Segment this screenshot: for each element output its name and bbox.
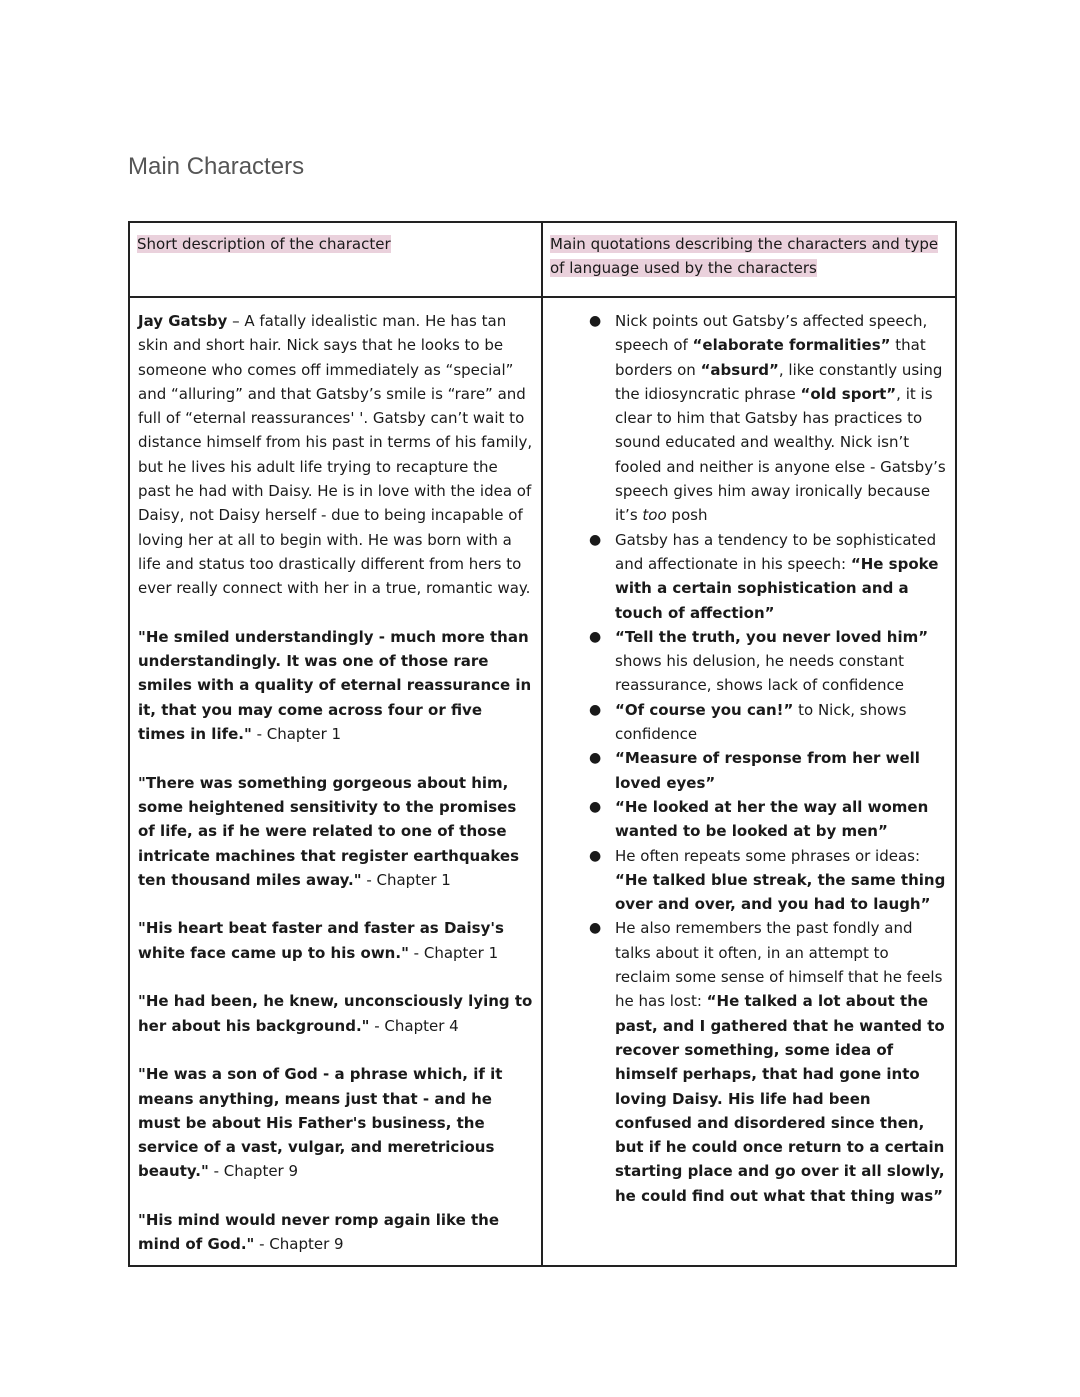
bullet-quote: “old sport” xyxy=(800,384,897,403)
bullet-quote: “He talked blue streak, the same thing over and over, and you had to laugh” xyxy=(615,870,946,914)
bullet-icon: ● xyxy=(589,628,602,645)
list-item xyxy=(551,916,947,1208)
header-cell-quotations xyxy=(542,222,956,297)
bullet-text: to Nick, shows confidence xyxy=(615,700,907,744)
quote-paragraph xyxy=(138,625,533,746)
bullet-quote: “He talked a lot about the past, and I gathered that he wanted to recover something, some idea of himself perhaps, that had gone into loving Daisy. His life had been confused and disordered since then, but if he could once return to a certain starting place and go over it all slowly, he could find out what that thing was” xyxy=(615,992,945,1205)
bullet-text: He also remembers the past fondly and talks about it often, in an attempt to reclaim some sense of himself that he feels he has lost: xyxy=(615,919,943,1011)
header-quotations-label: Main quotations describing the characters and type of language used by the characters xyxy=(550,235,939,278)
quote-text: "He was a son of God - a phrase which, if it means anything, means just that - and he must be about His Father's business, the service of a vast, vulgar, and meretricious beauty." xyxy=(138,1065,503,1181)
bullet-text: that borders on xyxy=(615,336,926,379)
quote-paragraph xyxy=(138,989,533,1038)
quote-chapter: - Chapter 1 xyxy=(251,725,342,744)
bullet-quote: “Of course you can!” xyxy=(615,700,794,719)
header-description-label: Short description of the character xyxy=(137,235,391,253)
quote-chapter: - Chapter 9 xyxy=(208,1162,299,1181)
bullet-quote: “Measure of response from her well loved eyes” xyxy=(615,749,920,792)
quote-text: "His heart beat faster and faster as Daisy's white face came up to his own." xyxy=(138,919,504,962)
quote-chapter: - Chapter 1 xyxy=(408,943,499,962)
quote-text: "He had been, he knew, unconsciously lying to her about his background." xyxy=(138,992,533,1035)
bullet-text: , like constantly using the idiosyncratic phrase xyxy=(615,360,943,403)
page-title: Main Characters xyxy=(128,153,305,180)
quotations-cell xyxy=(542,297,956,1266)
name-dash: – xyxy=(227,312,245,330)
description-cell xyxy=(129,297,542,1266)
description-text: A fatally idealistic man. He has tan skin and short hair. Nick says that he looks to be someone who comes off immediately as “special” and “alluring” and that Gatsby’s smile is “rare” and full of “eternal reassurances' '. Gatsby can’t wait to distance himself from his past in terms of his family, but he lives his adult life trying to recapture the past he had with Daisy. He is in love with the idea of Daisy, not Daisy herself - due to being incapable of loving her at all to begin with. He was born with a life and status too drastically different from hers to ever really connect with her in a true, romantic way. xyxy=(138,312,533,598)
header-cell-description xyxy=(129,222,542,297)
bullet-icon: ● xyxy=(589,847,602,864)
bullet-icon: ● xyxy=(589,531,602,548)
list-item xyxy=(551,309,947,528)
list-item xyxy=(551,844,947,917)
bullet-icon: ● xyxy=(589,313,602,329)
quote-text: "He smiled understandingly - much more than understandingly. It was one of those rare smiles with a quality of eternal reassurance in it, that you may come across four or five times in life." xyxy=(138,627,532,744)
bullet-quote: “Tell the truth, you never loved him” xyxy=(615,627,929,646)
bullet-text: shows his delusion, he needs constant reassurance, shows lack of confidence xyxy=(615,652,905,695)
bullet-emphasis: too xyxy=(642,506,667,525)
list-item xyxy=(551,746,947,795)
bullet-text: Nick points out Gatsby’s affected speech, speech of xyxy=(615,312,928,355)
table-header-row xyxy=(129,222,956,297)
quote-paragraph xyxy=(138,771,533,892)
character-name: Jay Gatsby xyxy=(138,312,228,330)
bullet-icon: ● xyxy=(589,701,602,718)
bullet-icon: ● xyxy=(589,750,602,767)
quote-paragraph xyxy=(138,916,533,965)
bullet-icon: ● xyxy=(589,920,602,937)
quote-text: "His mind would never romp again like the mind of God." xyxy=(138,1210,500,1254)
quote-chapter: - Chapter 9 xyxy=(254,1235,344,1254)
bullet-quote: “He spoke with a certain sophistication and a touch of affection” xyxy=(615,554,939,622)
quote-text: "There was something gorgeous about him, some heightened sensitivity to the promises of life, as if he were related to one of those intricate machines that register earthquakes ten thousand miles away." xyxy=(138,773,520,889)
table-body-row xyxy=(129,297,956,1266)
list-item xyxy=(551,795,947,844)
bullet-text: Gatsby has a tendency to be sophisticated and affectionate in his speech: xyxy=(615,530,937,573)
characters-table xyxy=(128,221,957,1267)
bullet-icon: ● xyxy=(589,798,602,815)
quotations-list xyxy=(551,309,947,1208)
bullet-text: , it is clear to him that Gatsby has practices to sound educated and wealthy. Nick isn’t fooled and neither is anyone else - Gatsby’s speech gives him away ironically because it’s xyxy=(615,384,946,525)
quote-paragraph xyxy=(138,1062,533,1183)
bullet-text: posh xyxy=(666,506,708,525)
bullet-quote: “He looked at her the way all women wanted to be looked at by men” xyxy=(615,797,929,841)
bullet-quote: “absurd” xyxy=(700,360,779,379)
list-item xyxy=(551,698,947,747)
quote-chapter: - Chapter 1 xyxy=(361,870,451,889)
bullet-quote: “elaborate formalities” xyxy=(692,336,891,355)
character-description xyxy=(138,309,533,601)
bullet-text: He often repeats some phrases or ideas: xyxy=(615,846,921,865)
quote-chapter: - Chapter 4 xyxy=(369,1016,459,1035)
list-item xyxy=(551,625,947,698)
quote-paragraph xyxy=(138,1208,533,1257)
list-item xyxy=(551,528,947,625)
